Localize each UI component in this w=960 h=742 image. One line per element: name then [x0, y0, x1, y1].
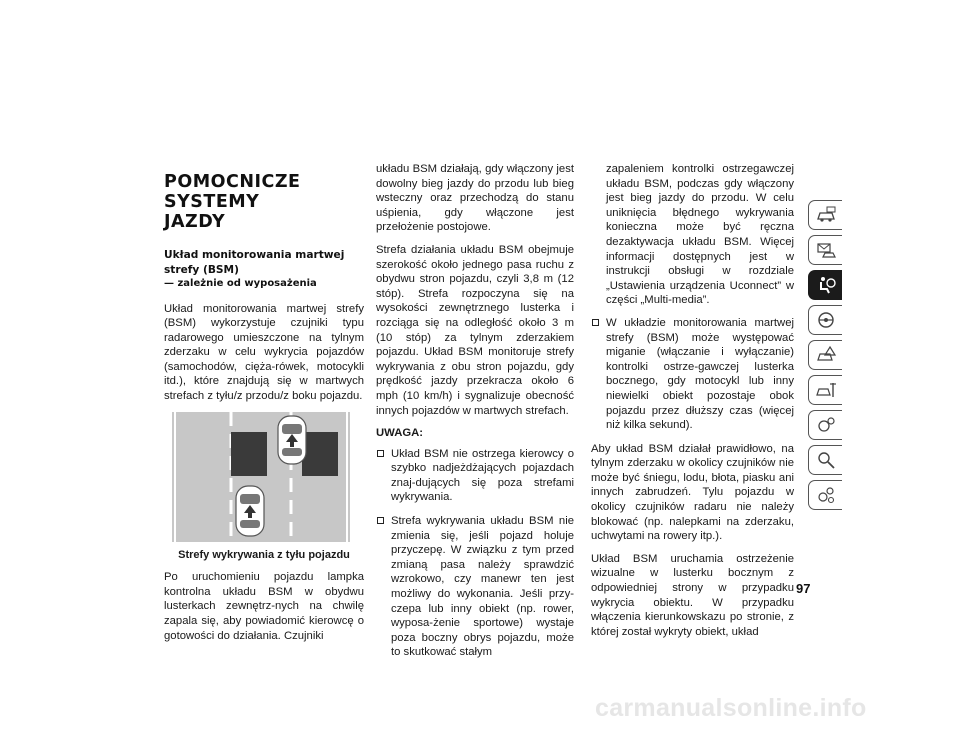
- detection-zones-figure: [172, 412, 350, 542]
- magnifier-icon: [815, 450, 837, 470]
- page-number: 97: [796, 581, 811, 596]
- note-label: UWAGA:: [376, 427, 424, 440]
- tab-driving[interactable]: [808, 305, 842, 335]
- note-bullet: W układzie monitorowania martwej strefy (BSM) może występować miganie (włączanie i wyłączanie) kontrolki ostrze-gawczej lusterka bocznego, gdy motocykl lub inny niewielki obiekt pozostaje obok pojazdu przez dłuższy czas (więcej niż kilka sekund).: [591, 316, 794, 433]
- car-warning-icon: [815, 345, 837, 365]
- host-vehicle: [236, 486, 264, 536]
- bullet-continuation: zapaleniem kontrolki ostrzegawczej układu BSM, podczas gdy włączony jest bieg jazdy do przodu. W celu uniknięcia błędnego wykrywania konieczna może być ręczna dezaktywacja układu BSM. Więcej informacji dostępnych jest w instrukcji obsługi w rozdziale „Ustawienia urządzenia Uconnect” w części „Multi-media”.: [606, 163, 794, 307]
- paragraph: Po uruchomieniu pojazdu lampka kontrolna układu BSM w obydwu lusterkach zewnętrz-nych na chwilę zapala się, aby powiadomić kierowcę o gotowości do działania. Czujniki: [164, 571, 364, 642]
- car-mail-warning-icon: [815, 240, 837, 260]
- paragraph: Układ BSM uruchamia ostrzeżenie wizualne w lusterku bocznym z odpowiedniej strony w przypadku wykrycia obiektu. W przypadku włączenia kierunkowskazu po stronie, z której został wykryty obiekt, układ: [591, 552, 794, 638]
- left-detection-zone: [231, 432, 267, 476]
- paragraph: Aby układ BSM działał prawidłowo, na tylnym zderzaku w okolicy czujników nie może być śniegu, lodu, błota, piasku ani innych zabrudzeń. Tylu pojazdu w okolicy czujników radaru nie należy blokować (np. nalepkami na zderzaku, uchwytami na rowery itp.).: [591, 442, 794, 543]
- note-bullet: Układ BSM nie ostrzega kierowcy o szybko nadjeżdżających pojazdach znaj-dujących się poza strefami wykrywania.: [376, 447, 574, 505]
- subsection-title: Układ monitorowania martwej strefy (BSM) — zależnie od wyposażenia: [164, 249, 345, 289]
- tab-warnings[interactable]: [808, 235, 842, 265]
- tab-index[interactable]: [808, 445, 842, 475]
- note-bullet: Strefa wykrywania układu BSM nie zmienia się, jeśli pojazd holuje przyczepę. W związku z tym przed zmianą pasa należy sprawdzić wzrokowo, czy manewr ten jest możliwy do wykonania. Jeśli przy-czepa lub inny obiekt (np. rower, wyposa-żenie sportowe) wystaje poza boczny obrys pojazdu, może to skutkować stałym: [376, 514, 574, 660]
- paragraph: Strefa działania układu BSM obejmuje szerokość około jednego pasa ruchu z obydwu stron pojazdu, czyli 3,8 m (12 stóp). Strefa rozpoczyna się na wysokości zewnętrznego lusterka i rozciąga się na odległość około 3 m (10 stóp) za tylnym zderzakiem pojazdu. Układ BSM monitoruje strefy wykrywania z obu stron pojazdu, gdy prędkość jazdy przekracza około 6 mph (10 km/h) i sygnalizuje obecność innych pojazdów w martwych strefach.: [376, 243, 574, 417]
- figure-caption: Strefy wykrywania z tyłu pojazdu: [178, 548, 350, 561]
- steering-wheel-icon: [815, 310, 837, 330]
- tab-specifications[interactable]: [808, 410, 842, 440]
- settings-gears-icon: [815, 415, 837, 435]
- tab-dashboard[interactable]: [808, 200, 842, 230]
- checkbox-bullet-icon: [377, 450, 384, 457]
- right-detection-zone: [302, 432, 338, 476]
- tab-multimedia[interactable]: [808, 480, 842, 510]
- chapter-tabs: [808, 200, 844, 515]
- tab-safety[interactable]: [808, 270, 842, 300]
- checkbox-bullet-icon: [377, 517, 384, 524]
- car-service-tools-icon: [815, 380, 837, 400]
- watermark: carmanualsonline.info: [595, 694, 867, 722]
- car-dashboard-icon: [815, 205, 837, 225]
- seat-airbag-icon: [815, 275, 837, 295]
- column-2: [376, 162, 574, 669]
- detected-vehicle: [278, 416, 306, 464]
- section-title: POMOCNICZE SYSTEMY JAZDY: [164, 172, 301, 232]
- paragraph: Układ monitorowania martwej strefy (BSM) wykorzystuje czujniki typu radarowego umieszczone na tylnym zderzaku w celu wykrycia pojazdów (samochodów, cięża-rówek, motocykli itd.), które znajdują się w martwych strefach z tyłu/z przodu/z boku pojazdu.: [164, 302, 364, 403]
- checkbox-bullet-icon: [592, 319, 599, 326]
- multimedia-gears-icon: [815, 485, 837, 505]
- column-1: [164, 160, 364, 651]
- tab-emergency[interactable]: [808, 340, 842, 370]
- paragraph: układu BSM działają, gdy włączony jest dowolny bieg jazdy do przodu lub bieg wsteczny oraz przechodzą do stanu uśpienia, gdy włączone jest przełożenie postojowe.: [376, 163, 574, 234]
- column-3: [591, 162, 794, 647]
- tab-service[interactable]: [808, 375, 842, 405]
